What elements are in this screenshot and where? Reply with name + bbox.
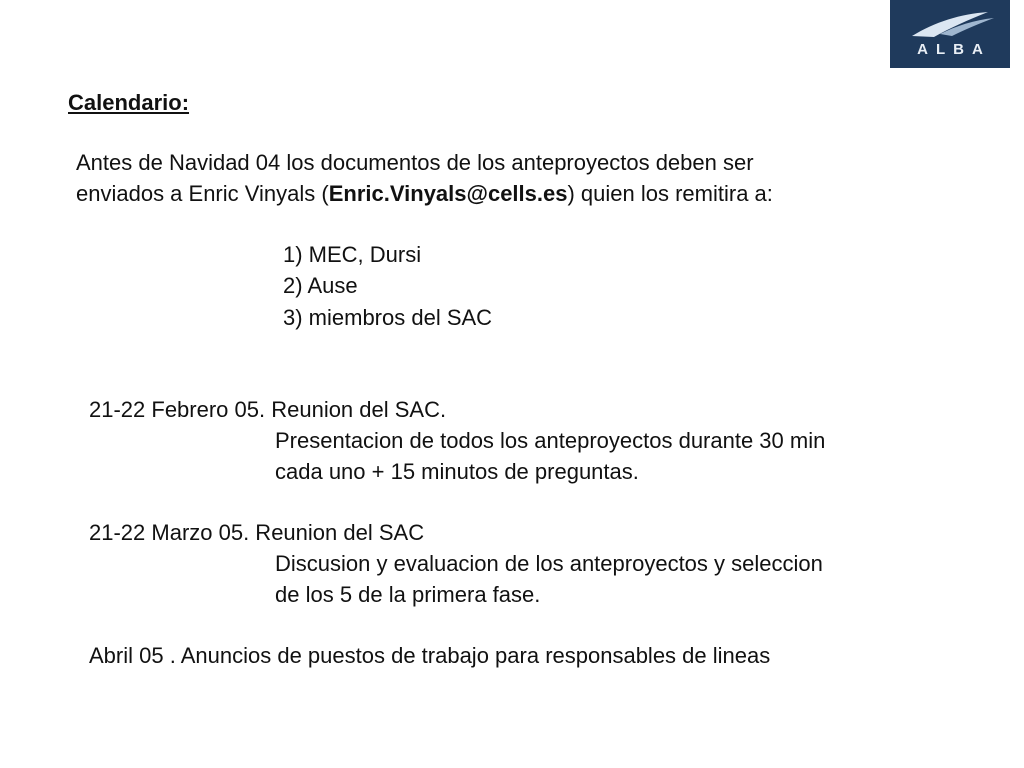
- intro-line-2: [76, 181, 773, 207]
- event-detail: Presentacion de todos los anteproyectos durante 30 min: [275, 428, 826, 453]
- logo-wordmark: ALBA: [917, 41, 991, 58]
- recipient-item: 3) miembros del SAC: [283, 305, 493, 330]
- event-title-marzo: 21-22 Marzo 05. Reunion del SAC: [89, 520, 425, 545]
- intro-line-2-prefix: enviados a Enric Vinyals (: [76, 181, 329, 206]
- event-detail: cada uno + 15 minutos de preguntas.: [275, 459, 639, 484]
- intro-line-1: Antes de Navidad 04 los documentos de los anteproyectos deben ser: [76, 150, 754, 175]
- event-detail: de los 5 de la primera fase.: [275, 582, 541, 607]
- page-title: Calendario:: [68, 90, 190, 115]
- event-title-abril: Abril 05 . Anuncios de puestos de trabajo para responsables de lineas: [89, 643, 771, 668]
- event-title-febrero: 21-22 Febrero 05. Reunion del SAC.: [89, 397, 447, 422]
- contact-email: Enric.Vinyals@cells.es: [328, 181, 568, 206]
- recipient-item: 2) Ause: [283, 273, 358, 298]
- alba-logo: [890, 0, 1010, 68]
- recipient-item: 1) MEC, Dursi: [283, 242, 422, 267]
- intro-line-2-suffix: ) quien los remitira a:: [567, 181, 773, 206]
- event-detail: Discusion y evaluacion de los anteproyectos y seleccion: [275, 551, 823, 576]
